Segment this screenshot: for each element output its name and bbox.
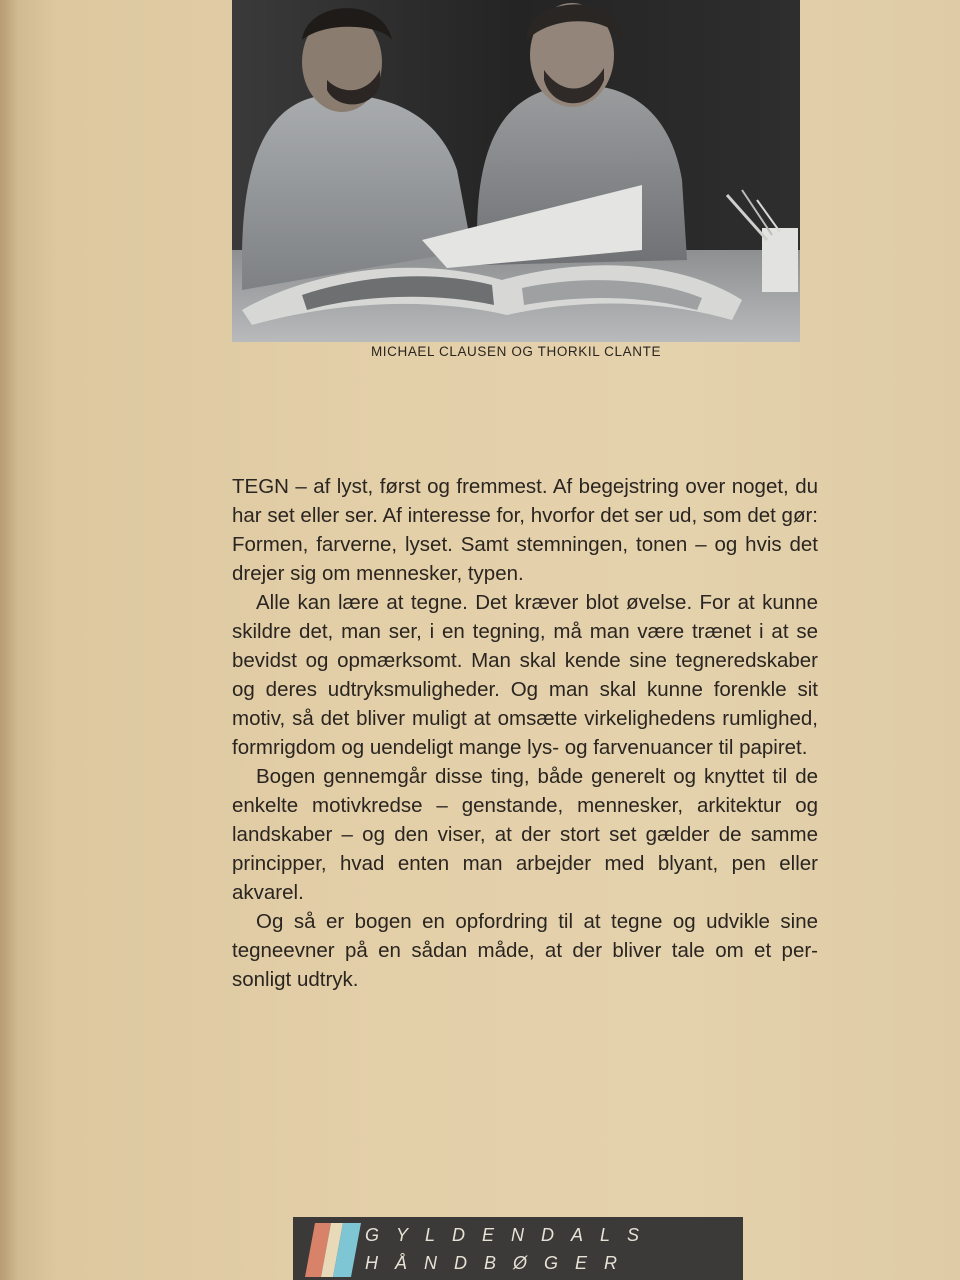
blurb-paragraph-2: Alle kan lære at tegne. Det kræver blot øvelse. For at kunne skildre det, man ser, i en tegning, må man være trænet i at se bevidst og opmærksomt. Man skal kende sine tegneredskaber og deres udtryksmuligheder. Og man skal kunne forenkle sit motiv, så det bliver muligt at omsætte virkelighedens rumlighed, formrigdom og uendeligt mange lys- og farvenuancer til papiret. — [232, 591, 818, 759]
logo-stripes-icon — [305, 1223, 361, 1277]
photo-caption: MICHAEL CLAUSEN OG THORKIL CLANTE — [370, 344, 662, 359]
blurb-text — [232, 472, 818, 994]
author-photo — [232, 0, 800, 342]
cover-edge-shadow — [0, 0, 18, 1280]
logo-text-handboger: HÅNDBØGER — [365, 1253, 635, 1273]
blurb-paragraph-4: Og så er bogen en opfordring til at tegne og udvikle sine tegneevner på en sådan måde, at der bliver tale om et personligt udtryk. — [232, 910, 818, 991]
logo-text-gyldendals: GYLDENDALS — [365, 1225, 657, 1245]
publisher-logo — [293, 1217, 743, 1280]
blurb-paragraph-3: Bogen gennemgår disse ting, både generelt og knyttet til de enkelte motivkredse – genstande, mennesker, arkitektur og landskaber – og den viser, at der stort set gælder de samme principper, hvad enten man arbejder med blyant, pen eller akvarel. — [232, 765, 818, 904]
author-photo-illustration — [232, 0, 800, 342]
blurb-paragraph-1: TEGN – af lyst, først og fremmest. Af begejstring over noget, du har set eller ser. Af interesse for, hvorfor det ser ud, som det gør: Formen, farverne, lyset. Samt stemningen, tonen – og hvis det drejer sig om mennesker, typen. — [232, 475, 818, 585]
